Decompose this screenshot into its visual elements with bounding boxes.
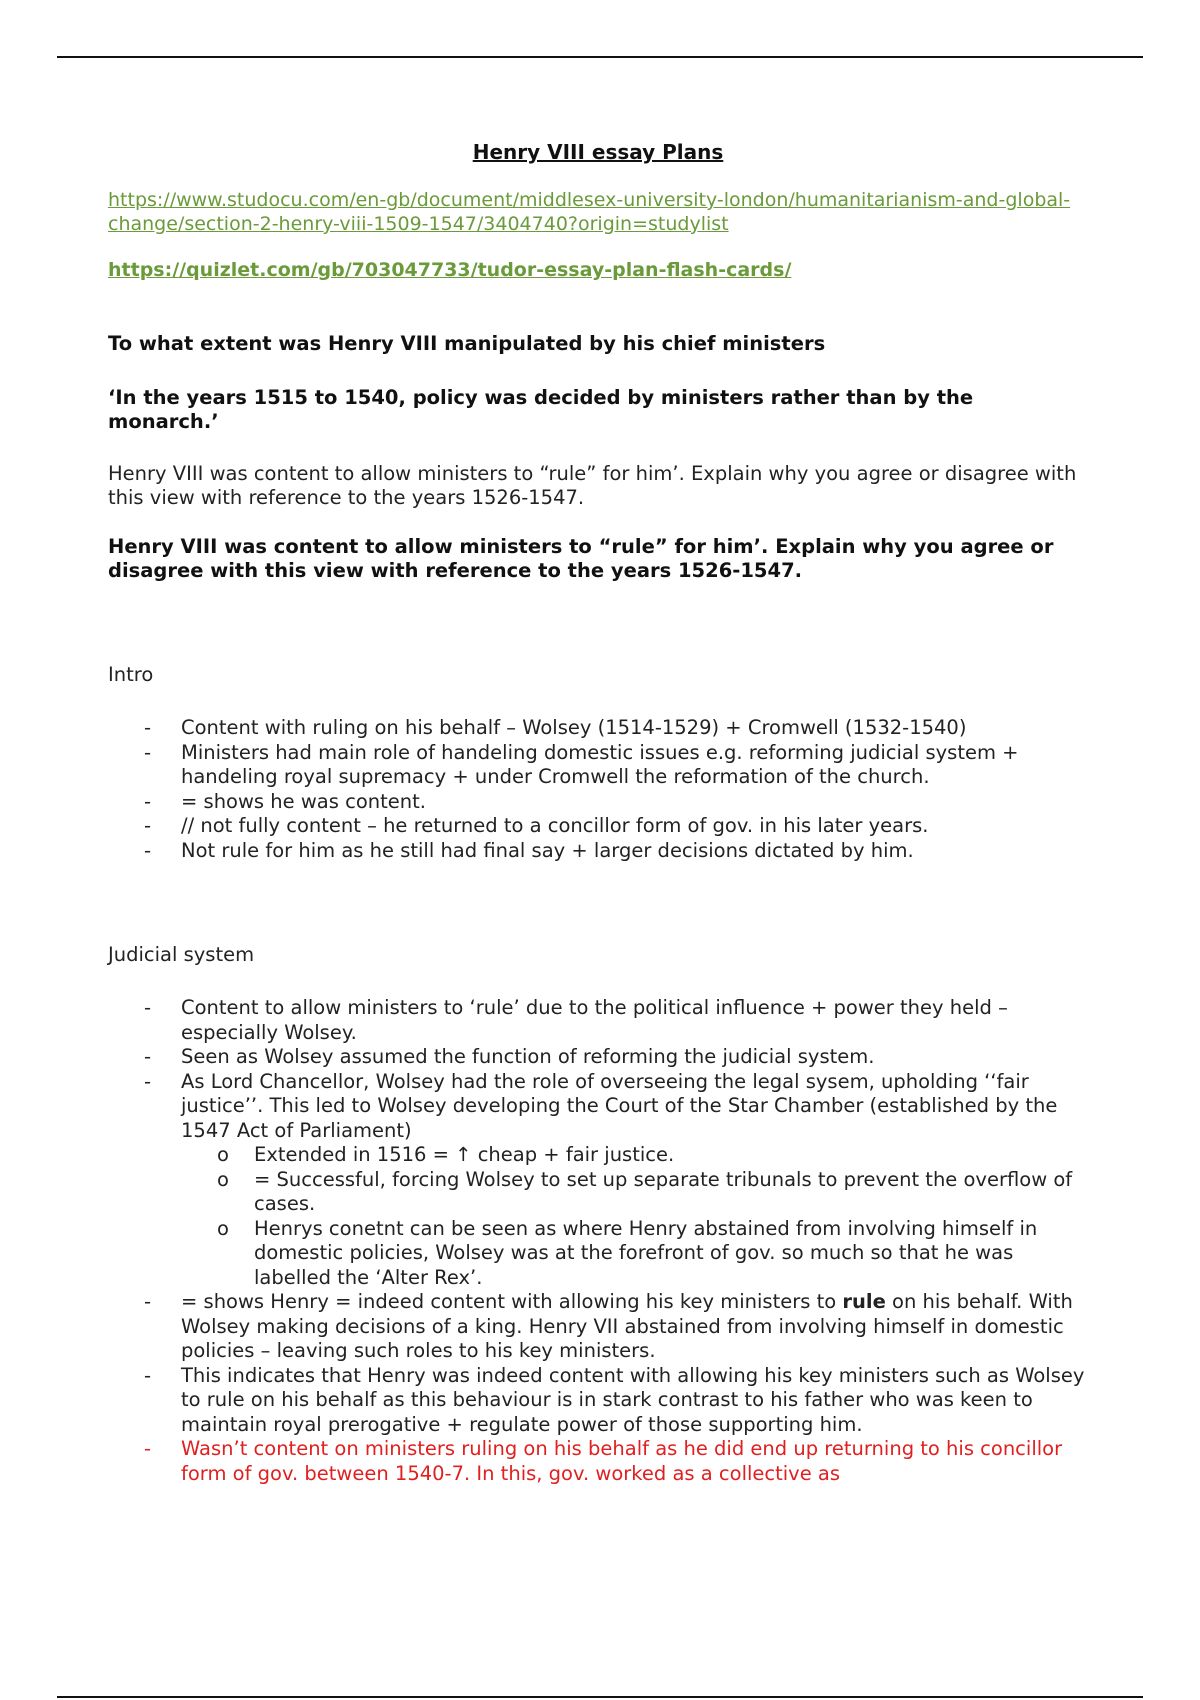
- list-item: - Seen as Wolsey assumed the function of reforming the judicial system.: [108, 1045, 1088, 1070]
- list-item-red: - Wasn’t content on ministers ruling on his behalf as he did end up returning to his concillor form of gov. between 1540-7. In this, gov. worked as a collective as: [108, 1437, 1088, 1486]
- question-4-line-1: Henry VIII was content to allow ministers to “rule” for him’. Explain why you agree or: [108, 535, 1054, 558]
- judicial-list: [108, 996, 1088, 1486]
- page-title: Henry VIII essay Plans: [472, 140, 724, 164]
- bottom-rule: [57, 1696, 1143, 1698]
- question-2: ‘In the years 1515 to 1540, policy was decided by ministers rather than by the monarch.’: [108, 386, 974, 433]
- list-item: - Content to allow ministers to ‘rule’ due to the political influence + power they held – especially Wolsey.: [108, 996, 1088, 1045]
- list-item: - Content with ruling on his behalf – Wolsey (1514-1529) + Cromwell (1532-1540): [108, 716, 1088, 741]
- question-1: To what extent was Henry VIII manipulated by his chief ministers: [108, 332, 826, 355]
- sub-list-item: o Henrys conetnt can be seen as where Henry abstained from involving himself in domestic policies, Wolsey was at the forefront of gov. so much so that he was labelled the ‘Alter Rex’.: [181, 1217, 1088, 1291]
- item-text-pre: = shows Henry = indeed content with allowing his key ministers to: [181, 1290, 843, 1313]
- list-item: [108, 1290, 1088, 1364]
- list-item: - Not rule for him as he still had final say + larger decisions dictated by him.: [108, 839, 1088, 864]
- list-item: - This indicates that Henry was indeed content with allowing his key ministers such as Wolsey to rule on his behalf as this behaviour is in stark contrast to his father who was keen to maintain royal prerogative + regulate power of those supporting him.: [108, 1364, 1088, 1438]
- question-4-line-2: disagree with this view with reference to the years 1526-1547.: [108, 559, 803, 582]
- intro-list: [108, 716, 1088, 863]
- question-4: [108, 535, 1088, 583]
- sub-list-item: o = Successful, forcing Wolsey to set up separate tribunals to prevent the overflow of cases.: [181, 1168, 1088, 1217]
- sub-list-item: o Extended in 1516 = ↑ cheap + fair justice.: [181, 1143, 1088, 1168]
- list-item-text: As Lord Chancellor, Wolsey had the role of overseeing the legal sysem, upholding ‘‘fair justice’’. This led to Wolsey developing the Court of the Star Chamber (established by the 1547 Act of Parliament): [181, 1069, 1058, 1142]
- item-text-post: on his behalf. With Wolsey making decisions of a king. Henry VII abstained from involving himself in domestic policies – leaving such roles to his key ministers.: [181, 1290, 1073, 1362]
- sub-list: [181, 1143, 1088, 1290]
- document-page: [108, 140, 1088, 1486]
- list-item: - Ministers had main role of handeling domestic issues e.g. reforming judicial system + handeling royal supremacy + under Cromwell the reformation of the church.: [108, 741, 1088, 790]
- list-item: [108, 1070, 1088, 1291]
- list-item: - = shows he was content.: [108, 790, 1088, 815]
- top-rule: [57, 56, 1143, 58]
- studocu-link[interactable]: https://www.studocu.com/en-gb/document/middlesex-university-london/humanitarianism-and-global-change/section-2-henry-viii-1509-1547/3404740?origin=studylist: [108, 189, 1071, 235]
- judicial-heading: Judicial system: [108, 943, 255, 966]
- intro-heading: Intro: [108, 663, 154, 686]
- question-3: Henry VIII was content to allow ministers to “rule” for him’. Explain why you agree or disagree with this view with reference to the years 1526-1547.: [108, 462, 1077, 509]
- list-item: - // not fully content – he returned to a concillor form of gov. in his later years.: [108, 814, 1088, 839]
- item-text-bold: rule: [842, 1290, 886, 1313]
- quizlet-link[interactable]: https://quizlet.com/gb/703047733/tudor-essay-plan-flash-cards/: [108, 259, 792, 281]
